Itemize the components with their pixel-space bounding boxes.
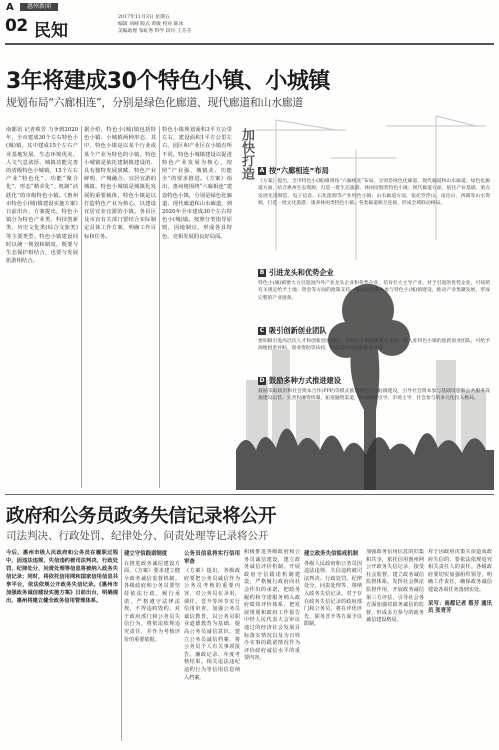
article2-col2-text: 《方案》提出，各级政府要把公务员诚信作为公务员考核的重要内容，对公务员在录用、调任、晋升等环节实行信用审查。加强公务员诚信教育，以公务员职业道德教育为基础，提高公务员诚信意识。建立公务员诚信档案，将公务员个人有关事项报告、廉政记录、年度考核结果、相关违法违纪违约行为等信用信息纳入档案。 xyxy=(184,568,240,681)
editor-line: 编辑 刘刚 版式 黄敏 校对 陈冰 xyxy=(118,22,184,27)
section-d-heading xyxy=(258,376,341,386)
section-a-title: 按“六廊相连”布局 xyxy=(269,166,329,175)
article2-column-4 xyxy=(304,549,362,741)
article2-column-1 xyxy=(124,549,180,741)
section-b-marker: B xyxy=(259,269,265,276)
article1-column-3 xyxy=(162,126,232,488)
article2-col4-text: 各级人民政府和公务员因违法违规、失信违约被司法判决、行政处罚、纪律处分、问责处理等，将纳入政务失信记录。对于存在政务失信记录的政府部门和公务员，将在评优评先、职务晋升等方面予以限制。 xyxy=(304,560,362,628)
column-divider xyxy=(121,549,122,741)
article2-column-6 xyxy=(428,549,492,741)
designer-line: 美编助理 邹虹秀 科学 段玲 王芬芬 xyxy=(118,29,192,34)
article1-column-1 xyxy=(6,126,78,488)
section-a-heading xyxy=(258,166,329,176)
section-c-body: 要积极引进高层次人才和创新创业团队，为特色小镇提供智力支持。对入驻特色小镇的创新创业团队，可给予场地租金补贴、创业资助等扶持，营造良好的创新创业环境。 xyxy=(258,339,490,352)
article2-lead-text: 今后，惠州市级人民政府和公务员在履职过程中，因违法违规、失信违约被司法判决、行政处罚、纪律处分、问责处理等信息将被纳入政务失信记录；同时，将依托信用网和国家信用信息共享平台，依法依规公开政务失信记录。《惠州市加强政务诚信建设实施方案》日前出台，明确提出，惠州将建立健全政务信用管理体系。 xyxy=(6,550,118,604)
article-divider xyxy=(5,494,494,495)
article2-column-3 xyxy=(244,549,300,741)
article1-headline: 3年将建成30个特色小镇、小城镇 xyxy=(6,69,330,94)
article2-col3-text: 积极推进各级政府和公务员诚信建设，建立政务诚信评价机制。开展政府守信践诺机制建设，严格履行政府向社会作出的承诺，把政务履约和守诺服务纳入政府绩效评价体系，把发展规划和政府工作报告中经人民代表大会审议通过的经济社会发展目标落实情况以及为百姓办实事的践诺情况作为评价政府诚信水平的重要内容。 xyxy=(244,549,300,662)
section-name: 民知 xyxy=(34,21,68,41)
article2-col5-text: 加强政务信用信息的归集和共享，依托信用惠州网公开政务失信记录，接受社会监督。建立政务诚信监督体系，发挥社会舆论监督作用，开展政务诚信第三方评估，引导社会各方面加强对政务诚信的监督，形成多方参与的政务诚信建设格局。 xyxy=(366,549,424,624)
section-d-title: 鼓励多种方式推进建设 xyxy=(269,376,341,385)
newspaper-logo-box: 惠州新闻 xyxy=(20,3,58,11)
section-a-body: 《方案》提出，全市特色小(城)镇将按“六廊相连”布局，分别是绿色化廊道、现代廊道和山水廊道。绿色化廊道方面，结合惠州生态资源，打造一批生态旅游、休闲度假类特色小镇；现代廊道方面，依托产业基础，重点发展先进制造、电子信息、石化能源等产业特色小镇；山水廊道方面，依托罗浮山、南昆山、西湖等山水资源，打造一批文化旅游、康养休闲类特色小镇。各类廊道相互连接，形成全域联动格局。 xyxy=(258,179,490,207)
column-divider xyxy=(159,126,160,488)
section-d-marker: D xyxy=(259,377,265,384)
article2-col1-text: 在推进政务诚信建设方面，《方案》要求建立健全政务诚信监督机制。各级政府和公务员要坚持依法行政，履行承诺，严格遵守法律法规，不得违约毁约。对于政府部门和公务员失信行为，将依法依规追究责任，并作为考核评价的重要依据。 xyxy=(124,560,180,643)
section-number: 02 xyxy=(5,16,28,36)
section-b-heading xyxy=(258,268,334,278)
article2-column-2 xyxy=(184,549,240,741)
article1-col1-text: 南都讯 记者蔡芳 力争到2020年，全市建成30个左右特色小(城)镇，其中建成15个左右产业基地发展、生态环境优美、人文气息浓厚、城镇功能完善的省级特色小城镇，15个左右产业“特色化”、功能“聚合化”、形态“精美化”、机制“活跃化”的市级特色小镇。《惠州市特色小(城)镇建设实施方案》日前出台，方案提出，特色小镇分为特色产业类、科技创新类、历史文化类(综合文旅类)等主要类型。特色小镇建设同时以统一规划和制度，既要与生态保护相结合，也要与发展旅游相结合。 xyxy=(6,127,78,265)
article1-vertical-title: 加快打造 xyxy=(239,128,254,180)
article1-column-2 xyxy=(84,126,156,488)
newspaper-logo-letter: A xyxy=(6,2,14,13)
article2-subheadline: 司法判决、行政处罚、纪律处分、问责处理等记录将公开 xyxy=(6,530,269,542)
section-c-heading xyxy=(258,326,327,336)
section-d-body: 鼓励采取政府和社会资本合作(PPP)等模式推进特色小(城)镇建设，引导社会资本参与基础设施和公共服务设施建设运营。完善投融资机制，拓宽融资渠道，形成政府引导、市场主导、社会参与的多元化投入格局。 xyxy=(258,389,490,402)
masthead-rule xyxy=(5,43,494,45)
section-b-title: 引进龙头和优势企业 xyxy=(269,268,334,277)
section-c-marker: C xyxy=(259,327,265,334)
section-a-marker: A xyxy=(259,167,265,174)
article1-col3-text: 特色小镇规划面积3平方公里左右，建设面积1平方公里左右，园区和产业区在小镇有所不同。特色小城镇建设以促进特色产业发展为核心，按照“产业强、城镇美、功能全”的要求推进。《方案》指出，惠州将围绕“六廊相连”建设特色小镇，分别是绿色化廊道、现代廊道和山水廊道，到2020年全市建成30个左右特色小(城)镇。按照分类指导原则，因地制宜，形成各具特色、竞相发展的良好局面。 xyxy=(162,127,232,240)
article2-col1-heading: 建立守信践诺制度 xyxy=(124,551,168,557)
date-line: 2017年11月3日 星期五 xyxy=(118,15,170,20)
article2-lead xyxy=(6,549,118,739)
column-divider xyxy=(81,126,82,488)
article2-col4-heading: 建立政务失信惩戒机制 xyxy=(304,551,358,557)
article1-col2-text: 据介绍，特色小(城)镇包括特色小镇、小城镇两种形态，其中，特色小镇是以某个行业或某个产业为特色的小镇，特色小城镇是依托建制镇建设的、具有独特发展禀赋、特色产业鲜明、产城融合、宜居宜游的城镇。特色小城镇是城镇化发展的重要载体，特色小镇是以打造特色产业为核心，以建设宜居宜业宜游的小镇。各县区及市直有关部门要结合实际制定具体工作方案，明确工作目标和任务。 xyxy=(84,127,156,240)
article2-headline: 政府和公务员政务失信记录将公开 xyxy=(6,506,277,527)
section-b-body: 特色小(城)镇要大力引进国内外产业龙头企业和优势企业，培育壮大主导产业。对于引进的优势企业，可按照有关规定给予土地、资金等方面的政策支持，鼓励社会资本参与特色小(城)镇建设，推动产业集聚发展，形成完整的产业链条。 xyxy=(258,281,490,301)
article2-byline: 采写：南都记者 蔡芳 通讯员 张青芳 xyxy=(428,600,492,615)
article2-column-5 xyxy=(366,549,424,741)
article1-subheadline: 规划布局“六廊相连”，分别是绿色化廊道、现代廊道和山水廊道 xyxy=(6,96,303,109)
article2-col2-heading: 公务员信息将实行信用审查 xyxy=(184,551,240,565)
article2-col6-text: 对于因政府决策失误造成政府失信的，要依法依规追究相关责任人的责任。各级政府要切实加强组织领导，明确工作责任，确保政务诚信建设各项任务落到实处。 xyxy=(428,549,492,593)
section-c-title: 吸引创新创业团队 xyxy=(269,326,327,335)
